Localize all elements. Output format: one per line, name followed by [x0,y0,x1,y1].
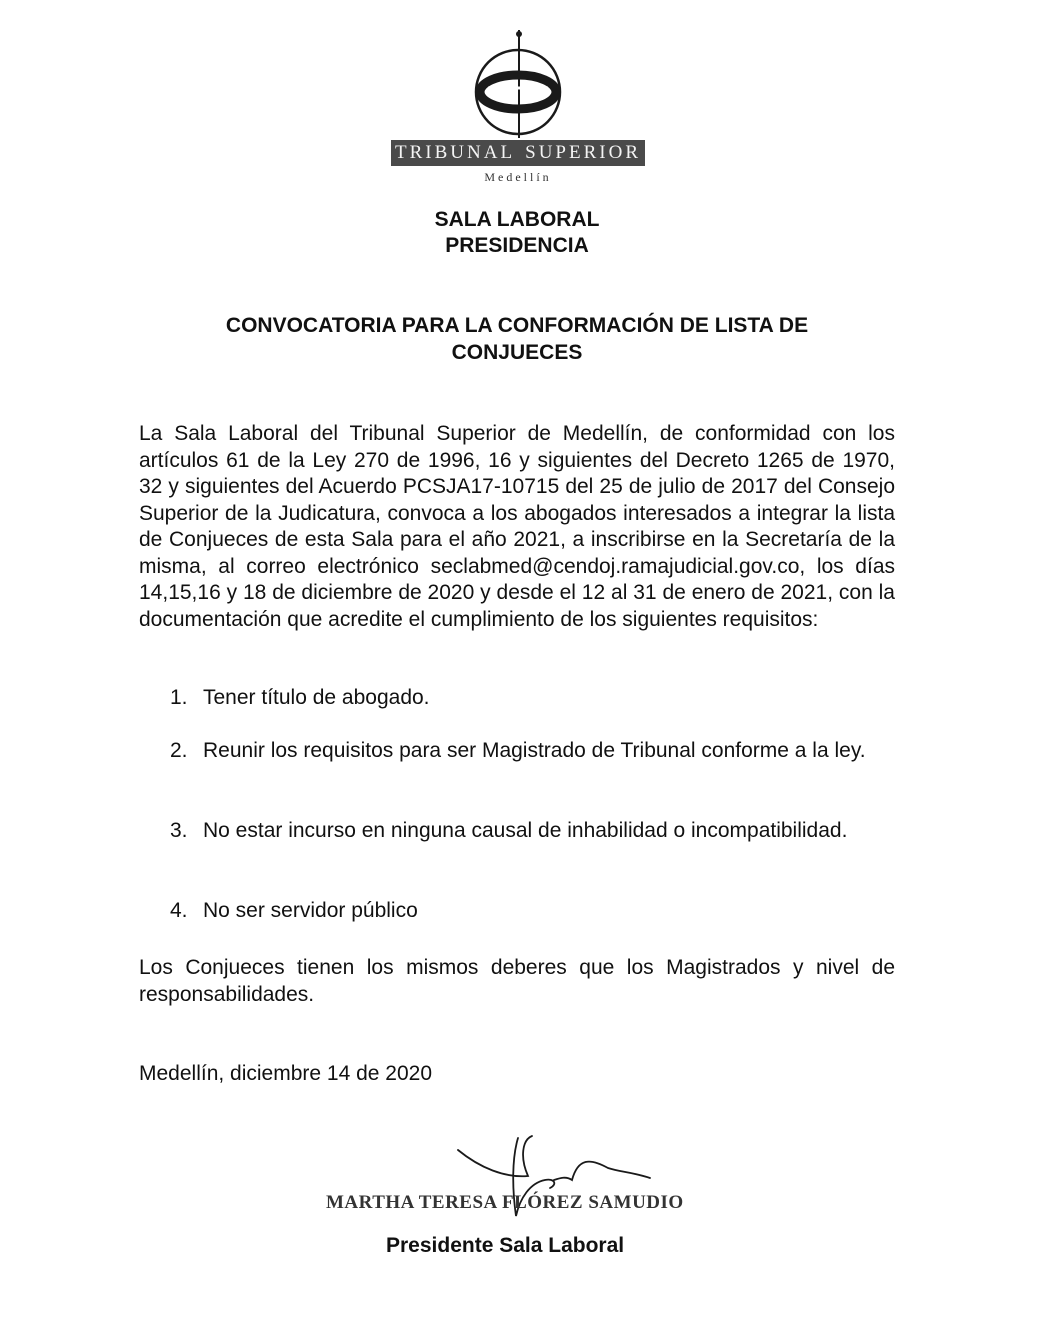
list-item-number: 3. [170,819,188,842]
list-item-number: 4. [170,899,188,922]
logo-emblem-icon [388,28,648,140]
closing-paragraph: Los Conjueces tienen los mismos deberes que los Magistrados y nivel de responsabilidades. [139,956,895,1006]
list-item-text: No estar incurso en ninguna causal de inhabilidad o incompatibilidad. [203,819,848,842]
document-title-line2: CONJUECES [451,341,583,364]
department-subtitle: PRESIDENCIA [445,234,589,257]
logo-word-left: TRIBUNAL [395,142,516,163]
logo-city: Medellín [484,170,552,184]
signer-role: Presidente Sala Laboral [386,1234,625,1257]
logo-band [391,140,645,166]
date-line: Medellín, diciembre 14 de 2020 [139,1062,433,1085]
list-item-text: No ser servidor público [203,899,418,922]
document-title-line1: CONVOCATORIA PARA LA CONFORMACIÓN DE LISTA DE [225,314,809,337]
list-item-number: 1. [170,686,188,709]
tribunal-logo [388,28,648,188]
department-title: SALA LABORAL [434,208,600,231]
list-item-text: Reunir los requisitos para ser Magistrado de Tribunal conforme a la ley. [203,739,866,762]
main-paragraph: La Sala Laboral del Tribunal Superior de Medellín, de conformidad con los artículos 61 de la Ley 270 de 1996, 16 y siguientes del Decreto 1265 de 1970, 32 y siguientes del Acuerdo PCSJA17-10715 del 25 de julio de 2017 del Consejo Superior de la Judicatura, convoca a los abogados interesados a integrar la lista de Conjueces de esta Sala para el año 2021, a inscribirse en la Secretaría de la misma, al correo electrónico seclabmed@cendoj.ramajudicial.gov.co, los días 14,15,16 y 18 de diciembre de 2020 y desde el 12 al 31 de enero de 2021, con la documentación que acredite el cumplimiento de los siguientes requisitos: [139,422,895,631]
list-item-number: 2. [170,739,188,762]
list-item-text: Tener título de abogado. [203,686,430,709]
logo-word-right: SUPERIOR [525,142,641,163]
handwritten-signature-icon [450,1128,660,1238]
signer-name: MARTHA TERESA FLÓREZ SAMUDIO [326,1192,684,1213]
